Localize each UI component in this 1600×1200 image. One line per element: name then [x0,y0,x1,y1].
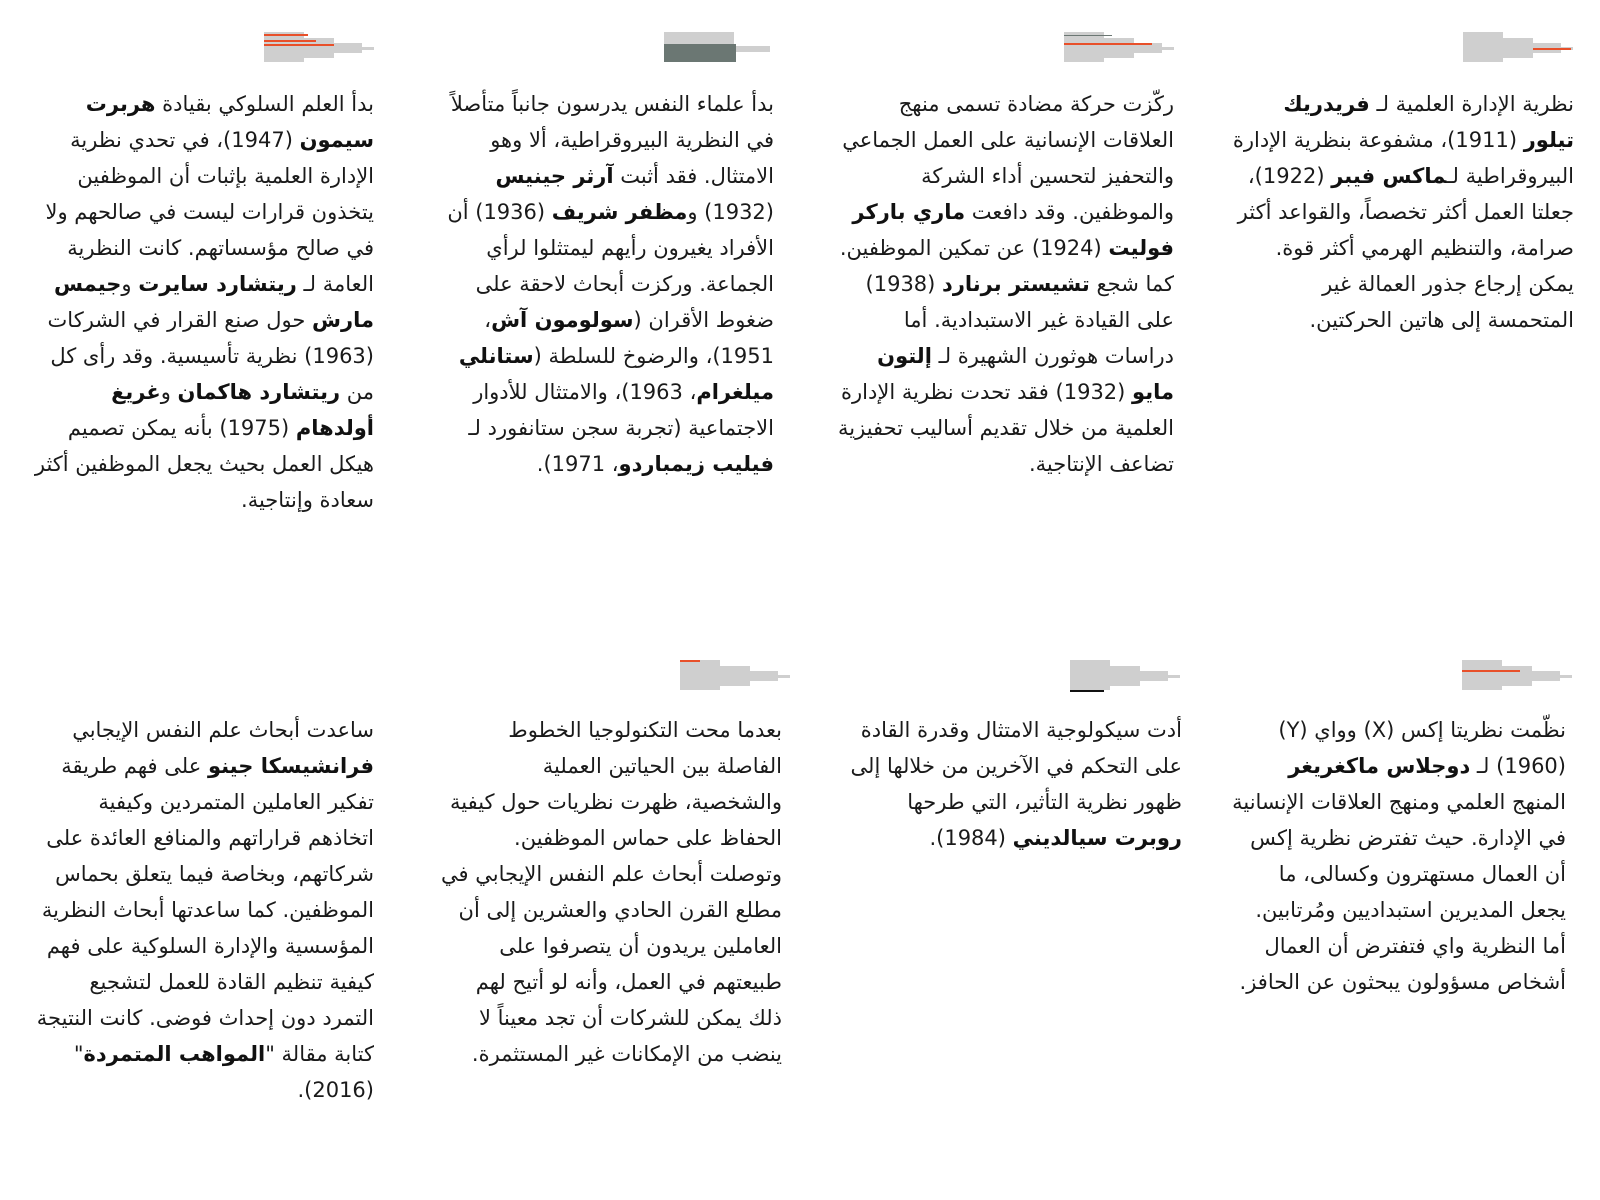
timeline-sparkline-icon [1462,658,1574,694]
person-name: ستانلي ميلغرام [458,344,774,404]
person-name: ريتشارد سايرت [138,272,297,296]
card-text: ساعدت أبحاث علم النفس الإيجابي فرانشيسكا جينو على فهم طريقة تفكير العاملين المتمردين وكيفية اتخاذهم قراراتهم والمنافع العائدة على شركاتهم، وبخاصة فيما يتعلق بحماس الموظفين. كما ساعدتها أبحاث النظرية المؤسسية والإدارة السلوكية على فهم كيفية تنظيم القادة للعمل لتشجيع التمرد دون إحداث فوضى. كانت النتيجة كتابة مقالة "المواهب المتمردة" (2016). [36,718,374,1102]
person-name: جيمس مارش [53,272,374,332]
timeline-sparkline-icon [1064,30,1176,66]
person-name: روبرت سيالديني [1012,826,1182,850]
person-name: فريدريك تيلور [1283,92,1574,152]
card-text: أدت سيكولوجية الامتثال وقدرة القادة على التحكم في الآخرين من خلالها إلى ظهور نظرية التأثير، التي طرحها روبرت سيالديني (1984). [850,718,1182,850]
card-conformity [432,86,774,482]
person-name: هربرت سيمون [85,92,374,152]
card-text: ركّزت حركة مضادة تسمى منهج العلاقات الإنسانية على العمل الجماعي والتحفيز لتحسين أداء الشركة والموظفين. وقد دافعت ماري باركر فوليت (1924) عن تمكين الموظفين. كما شجع تشيستر برنارد (1938) على القيادة غير الاستبدادية. أما دراسات هوثورن الشهيرة لـ إلتون مايو (1932) فقد تحدت نظرية الإدارة العلمية من خلال تقديم أساليب تحفيزية تضاعف الإنتاجية. [838,92,1174,476]
card-rebel-talent [32,712,374,1108]
person-name: المواهب المتمردة [83,1042,266,1066]
timeline-sparkline-icon [1070,658,1182,694]
card-positive-psychology [440,712,782,1072]
card-text: بدأ العلم السلوكي بقيادة هربرت سيمون (1947)، في تحدي نظرية الإدارة العلمية بإثبات أن الموظفين يتخذون قرارات ليست في صالحهم ولا في صالح مؤسساتهم. كانت النظرية العامة لـ ريتشارد سايرت وجيمس مارش حول صنع القرار في الشركات (1963) نظرية تأسيسية. وقد رأى كل من ريتشارد هاكمان وغريغ أولدهام (1975) بأنه يمكن تصميم هيكل العمل بحيث يجعل الموظفين أكثر سعادة وإنتاجية. [34,92,374,512]
card-theory-x-y [1232,712,1566,1000]
person-name: دوجلاس ماكغريغر [1288,754,1471,778]
person-name: مظفر شريف [551,200,688,224]
person-name: فيليب زيمباردو [618,452,774,476]
person-name: آرثر جينيس [495,164,614,188]
card-text: بدأ علماء النفس يدرسون جانباً متأصلاً في النظرية البيروقراطية، ألا وهو الامتثال. فقد أثبت آرثر جينيس (1932) ومظفر شريف (1936) أن الأفراد يغيرون رأيهم ليمتثلوا لرأي الجماعة. وركزت أبحاث لاحقة على ضغوط الأقران (سولومون آش، 1951)، والرضوخ للسلطة (ستانلي ميلغرام، 1963)، والامتثال للأدوار الاجتماعية (تجربة سجن ستانفورد لـ فيليب زيمباردو، 1971). [447,92,774,476]
person-name: إلتون مايو [877,344,1174,404]
card-text: نظرية الإدارة العلمية لـ فريدريك تيلور (1911)، مشفوعة بنظرية الإدارة البيروقراطية لـماكس فيبر (1922)، جعلتا العمل أكثر تخصصاً، والقواعد أكثر صرامة، والتنظيم الهرمي أكثر قوة. يمكن إرجاع جذور العمالة غير المتحمسة إلى هاتين الحركتين. [1232,92,1574,332]
person-name: غريغ أولدهام [111,380,374,440]
person-name: ريتشارد هاكمان [177,380,341,404]
card-behavioral-science [32,86,374,518]
timeline-sparkline-icon [1463,30,1575,66]
card-text: نظّمت نظريتا إكس (X) وواي (Y) (1960) لـ دوجلاس ماكغريغر المنهج العلمي ومنهج العلاقات الإنسانية في الإدارة. حيث تفترض نظرية إكس أن العمال مستهترون وكسالى، ما يجعل المديرين استبداديين ومُرتابين. أما النظرية واي فتفترض أن العمال أشخاص مسؤولون يبحثون عن الحافز. [1232,718,1566,994]
timeline-sparkline-icon [680,658,792,694]
person-name: ماري باركر فوليت [852,200,1174,260]
person-name: تشيستر برنارد [942,272,1090,296]
card-influence-theory [848,712,1182,856]
card-text: بعدما محت التكنولوجيا الخطوط الفاصلة بين الحياتين العملية والشخصية، ظهرت نظريات حول كيفية الحفاظ على حماس الموظفين. وتوصلت أبحاث علم النفس الإيجابي في مطلع القرن الحادي والعشرين إلى أن العاملين يريدون أن يتصرفوا على طبيعتهم في العمل، وأنه لو أتيح لهم ذلك يمكن للشركات أن تجد معيناً لا ينضب من الإمكانات غير المستثمرة. [441,718,782,1066]
person-name: فرانشيسكا جينو [207,754,374,778]
timeline-sparkline-icon [664,30,776,66]
person-name: ماكس فيبر [1331,164,1447,188]
person-name: سولومون آش [491,308,634,332]
card-human-relations [832,86,1174,482]
card-scientific-management [1232,86,1574,338]
timeline-sparkline-icon [264,30,376,66]
